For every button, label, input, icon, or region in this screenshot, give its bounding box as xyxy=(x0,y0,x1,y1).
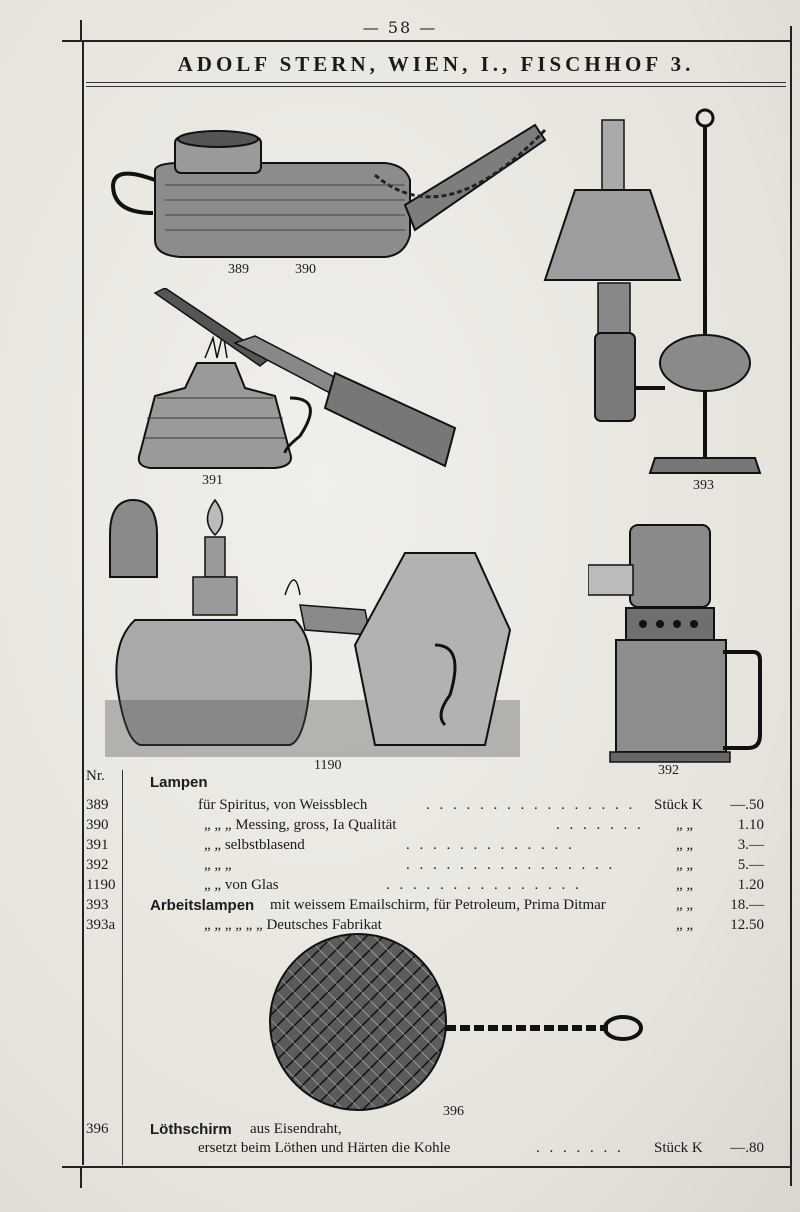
spirit-lamp-illustration xyxy=(105,495,520,760)
item-number: 389 xyxy=(86,797,109,813)
frame-tick xyxy=(80,1166,82,1188)
item-description: ersetzt beim Löthen und Härten die Kohle xyxy=(198,1140,451,1156)
item-unit: „ „ xyxy=(676,897,694,913)
item-number: 396 xyxy=(86,1121,109,1137)
figure-number: 1190 xyxy=(314,758,342,773)
item-price: 3.— xyxy=(737,837,764,853)
column-rule xyxy=(122,770,123,1165)
item-price: —.80 xyxy=(730,1140,764,1156)
figure-number: 389 xyxy=(228,262,249,277)
item-unit: Stück K xyxy=(654,797,703,813)
header-rule xyxy=(86,82,786,83)
section-title-lampen: Lampen xyxy=(150,774,208,791)
item-description: für Spiritus, von Weissblech xyxy=(198,797,368,813)
item-description: „ „ „ „ „ „ Deutsches Fabrikat xyxy=(204,917,382,933)
frame-left-rule xyxy=(82,40,84,1165)
item-description: „ „ von Glas xyxy=(204,877,279,893)
item-description: mit weissem Emailschirm, für Petroleum, Prima Ditmar xyxy=(270,897,606,913)
leader-dots: . . . . . . . xyxy=(536,1140,624,1156)
blowtorch-illustration xyxy=(135,288,465,473)
header-rule xyxy=(86,86,786,87)
item-unit: „ „ xyxy=(676,857,694,873)
frame-right-rule xyxy=(790,26,792,1186)
item-price: 5.— xyxy=(737,857,764,873)
item-price: 1.20 xyxy=(737,877,764,893)
page-number: — 58 — xyxy=(362,18,438,37)
item-number: 390 xyxy=(86,817,109,833)
item-number: 391 xyxy=(86,837,109,853)
leader-dots: . . . . . . . . . . . . . xyxy=(406,837,575,853)
item-description: „ „ selbstblasend xyxy=(204,837,305,853)
wall-lamp-illustration xyxy=(540,108,765,478)
figure-number: 392 xyxy=(658,763,679,778)
item-unit: „ „ xyxy=(676,837,694,853)
item-price: 1.10 xyxy=(737,817,764,833)
item-price: 12.50 xyxy=(730,917,764,933)
leader-dots: . . . . . . . . . . . . . . . xyxy=(386,877,582,893)
frame-bottom-rule xyxy=(62,1166,792,1168)
solder-screen-illustration xyxy=(268,932,648,1112)
item-description: aus Eisendraht, xyxy=(250,1121,342,1137)
item-number: 1190 xyxy=(86,877,116,893)
hand-lamp-illustration xyxy=(588,520,763,765)
item-unit: „ „ xyxy=(676,917,694,933)
figure-number: 393 xyxy=(693,478,714,493)
nr-header: Nr. xyxy=(86,768,105,784)
section-title-arbeitslampen: Arbeitslampen xyxy=(150,897,255,914)
figure-number: 391 xyxy=(202,473,223,488)
item-unit: Stück K xyxy=(654,1140,703,1156)
item-price: —.50 xyxy=(730,797,764,813)
leader-dots: . . . . . . . xyxy=(556,817,644,833)
frame-top-rule xyxy=(62,40,792,42)
item-number: 393a xyxy=(86,917,116,933)
item-number: 392 xyxy=(86,857,109,873)
figure-number: 396 xyxy=(443,1104,464,1119)
leader-dots: . . . . . . . . . . . . . . . . xyxy=(406,857,616,873)
oil-can-illustration xyxy=(105,105,555,265)
frame-tick xyxy=(80,20,82,42)
leader-dots: . . . . . . . . . . . . . . . . xyxy=(426,797,636,813)
item-unit: „ „ xyxy=(676,877,694,893)
figure-number: 390 xyxy=(295,262,316,277)
item-description: „ „ „ Messing, gross, Ia Qualität xyxy=(204,817,397,833)
item-number: 393 xyxy=(86,897,109,913)
page-header: ADOLF STERN, WIEN, I., FISCHHOF 3. xyxy=(177,52,695,76)
item-description: „ „ „ xyxy=(204,857,232,873)
section-title-loethschirm: Löthschirm xyxy=(150,1121,232,1138)
item-price: 18.— xyxy=(730,897,764,913)
item-unit: „ „ xyxy=(676,817,694,833)
